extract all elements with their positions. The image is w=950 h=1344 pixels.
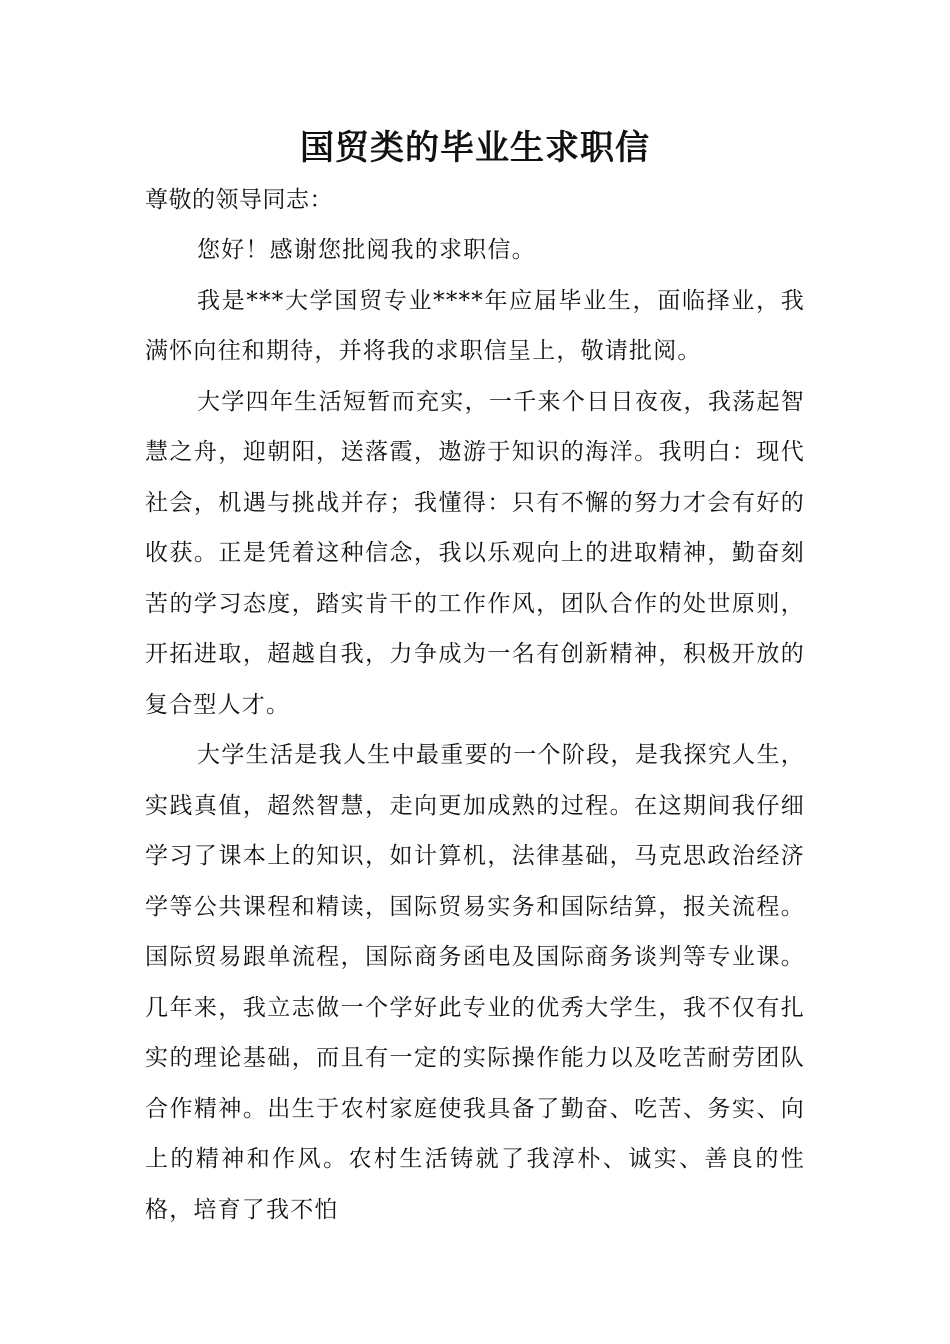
paragraph-university-life: 大学四年生活短暂而充实，一千来个日日夜夜，我荡起智慧之舟，迎朝阳，送落霞，遨游于知识的海洋。我明白：现代社会，机遇与挑战并存；我懂得：只有不懈的努力才会有好的收获。正是凭着这种信念，我以乐观向上的进取精神，勤奋刻苦的学习态度，踏实肯干的工作作风，团队合作的处世原则，开拓进取，超越自我，力争成为一名有创新精神，积极开放的复合型人才。 — [145, 388, 805, 718]
paragraph-studies: 大学生活是我人生中最重要的一个阶段，是我探究人生，实践真值，超然智慧，走向更加成熟的过程。在这期间我仔细学习了课本上的知识，如计算机，法律基础，马克思政治经济学等公共课程和精读，国际贸易实务和国际结算，报关流程。国际贸易跟单流程，国际商务函电及国际商务谈判等专业课。几年来，我立志做一个学好此专业的优秀大学生，我不仅有扎实的理论基础，而且有一定的实际操作能力以及吃苦耐劳团队合作精神。出生于农村家庭使我具备了勤奋、吃苦、务实、向上的精神和作风。农村生活铸就了我淳朴、诚实、善良的性格，培育了我不怕 — [145, 742, 805, 1223]
paragraph-greeting: 您好！感谢您批阅我的求职信。 — [197, 237, 536, 263]
document-title: 国贸类的毕业生求职信 — [300, 128, 650, 168]
paragraph-introduction: 我是***大学国贸专业****年应届毕业生，面临择业，我满怀向往和期待，并将我的求职信呈上，敬请批阅。 — [145, 287, 805, 364]
salutation: 尊敬的领导同志： — [145, 187, 333, 213]
letter-body — [145, 122, 805, 1235]
